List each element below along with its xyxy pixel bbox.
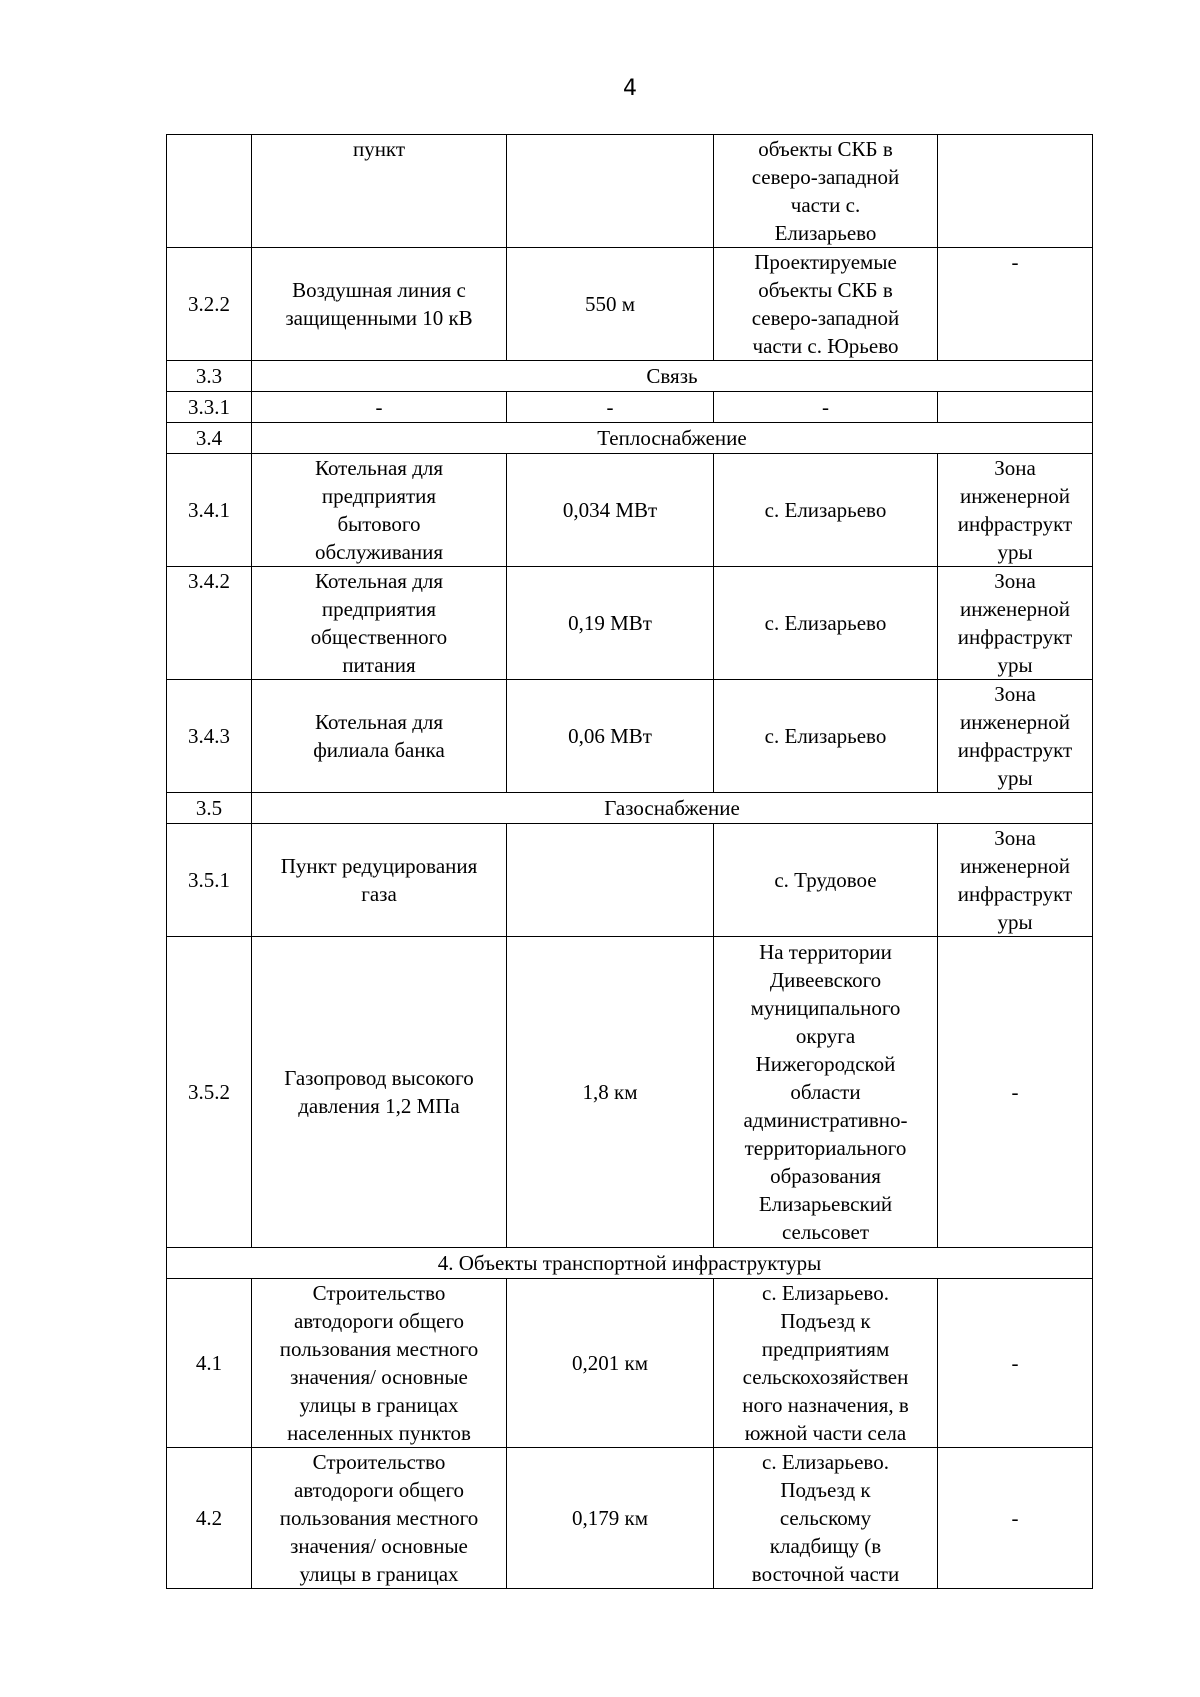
table-row	[167, 937, 1093, 1248]
zone-cell	[938, 135, 1093, 248]
value-cell: 1,8 км	[507, 937, 714, 1248]
table-row	[167, 567, 1093, 680]
value-cell: 0,06 МВт	[507, 680, 714, 793]
object-name-cell: Пункт редуцирования газа	[252, 824, 507, 937]
row-number-cell: 3.2.2	[167, 248, 252, 361]
object-name-cell: пункт	[252, 135, 507, 248]
table-row	[167, 135, 1093, 248]
table-row	[167, 824, 1093, 937]
row-number-cell: 3.3	[167, 361, 252, 392]
object-name-cell: -	[252, 392, 507, 423]
zone-cell: -	[938, 1279, 1093, 1448]
object-name-cell: Котельная для предприятия общественного питания	[252, 567, 507, 680]
location-cell: с. Елизарьево. Подъезд к сельскому кладбищу (в восточной части	[714, 1448, 938, 1589]
row-number-cell: 3.3.1	[167, 392, 252, 423]
location-cell: На территории Дивеевского муниципального округа Нижегородской области административно- территориального образования Елизарьевский сельсовет	[714, 937, 938, 1248]
location-cell: с. Елизарьево	[714, 567, 938, 680]
value-cell: 0,179 км	[507, 1448, 714, 1589]
table-row	[167, 248, 1093, 361]
section-title: 4. Объекты транспортной инфраструктуры	[167, 1248, 1093, 1279]
zone-cell: Зона инженерной инфраструкт уры	[938, 454, 1093, 567]
table-row	[167, 392, 1093, 423]
row-number-cell: 3.4.3	[167, 680, 252, 793]
section-row	[167, 1248, 1093, 1279]
object-name-cell: Строительство автодороги общего пользования местного значения/ основные улицы в границах	[252, 1448, 507, 1589]
object-name-cell: Строительство автодороги общего пользования местного значения/ основные улицы в границах населенных пунктов	[252, 1279, 507, 1448]
section-title: Газоснабжение	[252, 793, 1093, 824]
value-cell: 550 м	[507, 248, 714, 361]
table-row	[167, 680, 1093, 793]
value-cell: -	[507, 392, 714, 423]
zone-cell: Зона инженерной инфраструкт уры	[938, 824, 1093, 937]
section-row	[167, 361, 1093, 392]
location-cell: -	[714, 392, 938, 423]
zone-cell: -	[938, 248, 1093, 361]
row-number-cell: 3.4.2	[167, 567, 252, 680]
page-number: 4	[623, 76, 637, 101]
table-row	[167, 454, 1093, 567]
table-row	[167, 1448, 1093, 1589]
location-cell: с. Трудовое	[714, 824, 938, 937]
location-cell: с. Елизарьево	[714, 680, 938, 793]
section-row	[167, 793, 1093, 824]
location-cell: с. Елизарьево. Подъезд к предприятиям сельскохозяйствен ного назначения, в южной части села	[714, 1279, 938, 1448]
zone-cell: Зона инженерной инфраструкт уры	[938, 567, 1093, 680]
section-title: Связь	[252, 361, 1093, 392]
location-cell: Проектируемые объекты СКБ в северо-западной части с. Юрьево	[714, 248, 938, 361]
infrastructure-table	[166, 134, 1093, 1589]
row-number-cell: 4.2	[167, 1448, 252, 1589]
row-number-cell: 3.5.1	[167, 824, 252, 937]
section-title: Теплоснабжение	[252, 423, 1093, 454]
zone-cell: Зона инженерной инфраструкт уры	[938, 680, 1093, 793]
row-number-cell: 3.5.2	[167, 937, 252, 1248]
row-number-cell: 4.1	[167, 1279, 252, 1448]
value-cell: 0,19 МВт	[507, 567, 714, 680]
zone-cell: -	[938, 937, 1093, 1248]
object-name-cell: Котельная для филиала банка	[252, 680, 507, 793]
location-cell: объекты СКБ в северо-западной части с. Елизарьево	[714, 135, 938, 248]
row-number-cell: 3.4	[167, 423, 252, 454]
value-cell	[507, 824, 714, 937]
location-cell: с. Елизарьево	[714, 454, 938, 567]
zone-cell	[938, 392, 1093, 423]
row-number-cell: 3.4.1	[167, 454, 252, 567]
value-cell: 0,034 МВт	[507, 454, 714, 567]
object-name-cell: Котельная для предприятия бытового обслуживания	[252, 454, 507, 567]
value-cell: 0,201 км	[507, 1279, 714, 1448]
table-row	[167, 1279, 1093, 1448]
zone-cell: -	[938, 1448, 1093, 1589]
row-number-cell: 3.5	[167, 793, 252, 824]
section-row	[167, 423, 1093, 454]
object-name-cell: Воздушная линия с защищенными 10 кВ	[252, 248, 507, 361]
row-number-cell	[167, 135, 252, 248]
value-cell	[507, 135, 714, 248]
object-name-cell: Газопровод высокого давления 1,2 МПа	[252, 937, 507, 1248]
